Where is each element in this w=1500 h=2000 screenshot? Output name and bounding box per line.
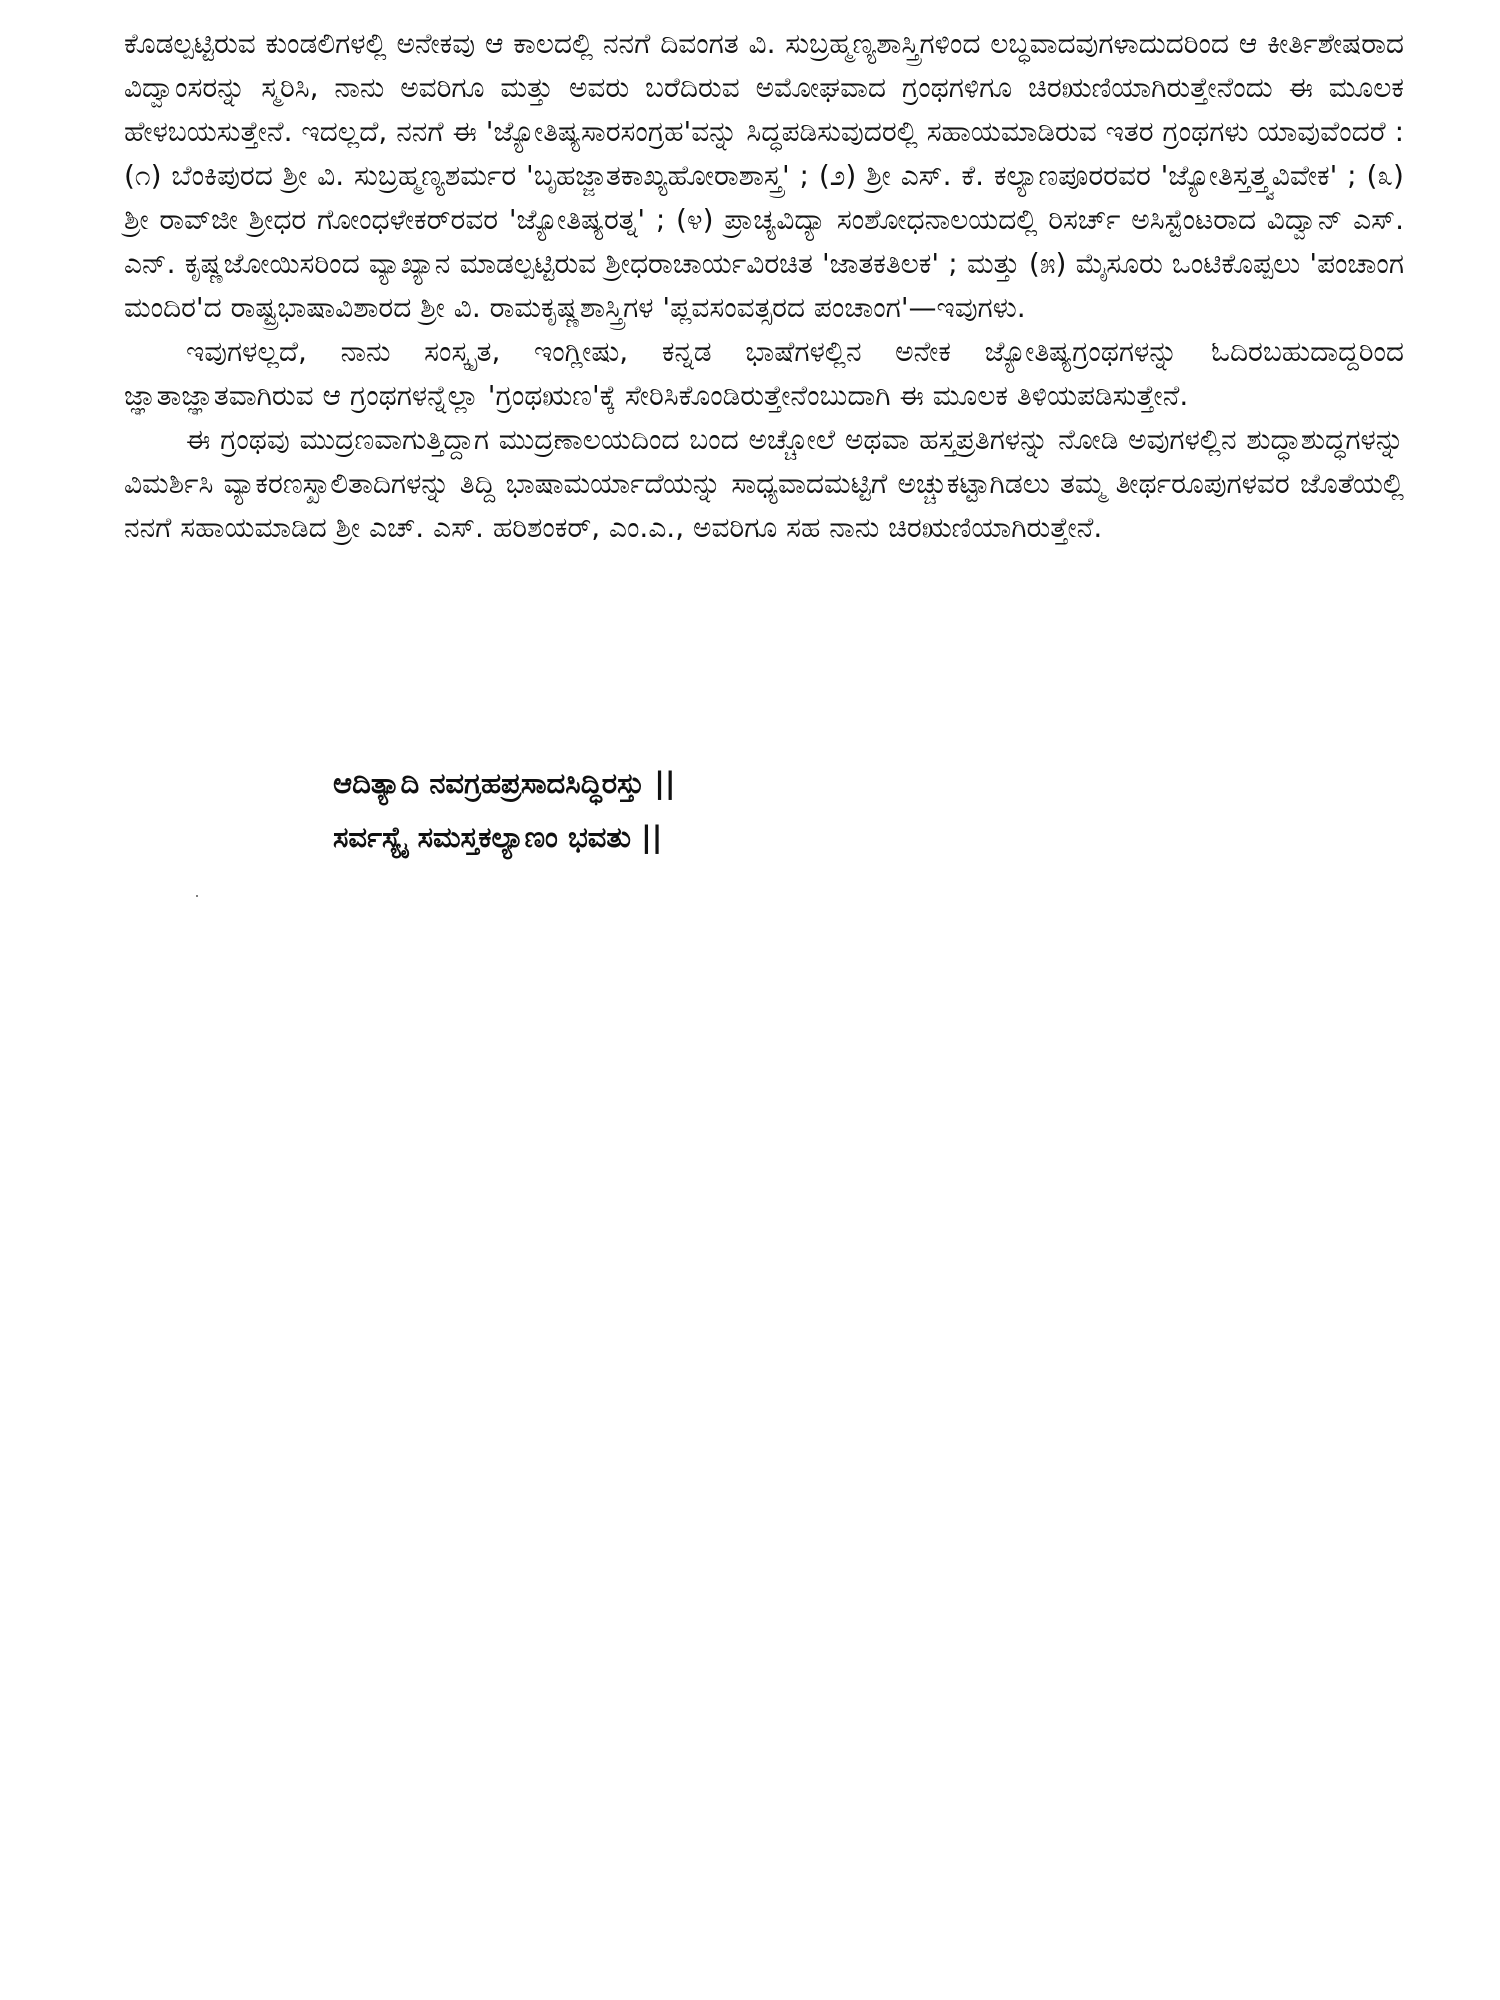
paragraph-other-books: ಇವುಗಳಲ್ಲದೆ, ನಾನು ಸಂಸ್ಕೃತ, ಇಂಗ್ಲೀಷು, ಕನ್ನಡ ಭಾಷೆಗಳಲ್ಲಿನ ಅನೇಕ ಜ್ಯೋತಿಷ್ಯಗ್ರಂಥಗಳನ್ನು ಓದಿರಬಹುದಾದ್ದರಿಂದ ಜ್ಞಾತಾಜ್ಞಾತವಾಗಿರುವ ಆ ಗ್ರಂಥಗಳನ್ನೆಲ್ಲಾ 'ಗ್ರಂಥಋಣ'ಕ್ಕೆ ಸೇರಿಸಿಕೊಂಡಿರುತ್ತೇನೆಂಬುದಾಗಿ ಈ ಮೂಲಕ ತಿಳಿಯಪಡಿಸುತ್ತೇನೆ.: [124, 335, 1404, 412]
paragraph-proofreading-thanks: ಈ ಗ್ರಂಥವು ಮುದ್ರಣವಾಗುತ್ತಿದ್ದಾಗ ಮುದ್ರಣಾಲಯದಿಂದ ಬಂದ ಅಚ್ಚೋಲೆ ಅಥವಾ ಹಸ್ತಪ್ರತಿಗಳನ್ನು ನೋಡಿ ಅವುಗಳಲ್ಲಿನ ಶುದ್ಧಾಶುದ್ಧಗಳನ್ನು ವಿಮರ್ಶಿಸಿ ವ್ಯಾಕರಣಸ್ಖಾಲಿತಾದಿಗಳನ್ನು ತಿದ್ದಿ ಭಾಷಾಮರ್ಯಾದೆಯನ್ನು ಸಾಧ್ಯವಾದಮಟ್ಟಿಗೆ ಅಚ್ಚುಕಟ್ಟಾಗಿಡಲು ತಮ್ಮ ತೀರ್ಥರೂಪುಗಳವರ ಜೊತೆಯಲ್ಲಿ ನನಗೆ ಸಹಾಯಮಾಡಿದ ಶ್ರೀ ಎಚ್. ಎಸ್. ಹರಿಶಂಕರ್, ಎಂ.ಎ., ಅವರಿಗೂ ಸಹ ನಾನು ಚಿರಋಣಿಯಾಗಿರುತ್ತೇನೆ.: [124, 423, 1404, 544]
scan-speck: [196, 895, 198, 897]
paragraph-acknowledgement-sources: ಕೊಡಲ್ಪಟ್ಟಿರುವ ಕುಂಡಲಿಗಳಲ್ಲಿ ಅನೇಕವು ಆ ಕಾಲದಲ್ಲಿ ನನಗೆ ದಿವಂಗತ ವಿ. ಸುಬ್ರಹ್ಮಣ್ಯಶಾಸ್ತ್ರಿಗಳಿಂದ ಲಬ್ಧವಾದವುಗಳಾದುದರಿಂದ ಆ ಕೀರ್ತಿಶೇಷರಾದ ವಿದ್ವಾಂಸರನ್ನು ಸ್ಮರಿಸಿ, ನಾನು ಅವರಿಗೂ ಮತ್ತು ಅವರು ಬರೆದಿರುವ ಅಮೋಘವಾದ ಗ್ರಂಥಗಳಿಗೂ ಚಿರಋಣಿಯಾಗಿರುತ್ತೇನೆಂದು ಈ ಮೂಲಕ ಹೇಳಬಯಸುತ್ತೇನೆ. ಇದಲ್ಲದೆ, ನನಗೆ ಈ 'ಜ್ಯೋತಿಷ್ಯಸಾರಸಂಗ್ರಹ'ವನ್ನು ಸಿದ್ಧಪಡಿಸುವುದರಲ್ಲಿ ಸಹಾಯಮಾಡಿರುವ ಇತರ ಗ್ರಂಥಗಳು ಯಾವುವೆಂದರೆ : (೧) ಬೆಂಕಿಪುರದ ಶ್ರೀ ವಿ. ಸುಬ್ರಹ್ಮಣ್ಯಶರ್ಮರ 'ಬೃಹಜ್ಜಾತಕಾಖ್ಯಹೋರಾಶಾಸ್ತ್ರ' ; (೨) ಶ್ರೀ ಎಸ್. ಕೆ. ಕಲ್ಯಾಣಪೂರರವರ 'ಜ್ಯೋತಿಸ್ತತ್ತ್ವವಿವೇಕ' ; (೩) ಶ್ರೀ ರಾವ್‌ಜೀ ಶ್ರೀಧರ ಗೋಂಧಳೇಕರ್‌ರವರ 'ಜ್ಯೋತಿಷ್ಯರತ್ನ' ; (೪) ಪ್ರಾಚ್ಯವಿದ್ಯಾ ಸಂಶೋಧನಾಲಯದಲ್ಲಿ ರಿಸರ್ಚ್ ಅಸಿಸ್ಟೆಂಟರಾದ ವಿದ್ವಾನ್ ಎಸ್. ಎನ್. ಕೃಷ್ಣಜೋಯಿಸರಿಂದ ವ್ಯಾಖ್ಯಾನ ಮಾಡಲ್ಪಟ್ಟಿರುವ ಶ್ರೀಧರಾಚಾರ್ಯವಿರಚಿತ 'ಜಾತಕತಿಲಕ' ; ಮತ್ತು (೫) ಮೈಸೂರು ಒಂಟಿಕೊಪ್ಪಲು 'ಪಂಚಾಂಗ ಮಂದಿರ'ದ ರಾಷ್ಟ್ರಭಾಷಾವಿಶಾರದ ಶ್ರೀ ವಿ. ರಾಮಕೃಷ್ಣಶಾಸ್ತ್ರಿಗಳ 'ಪ್ಲವಸಂವತ್ಸರದ ಪಂಚಾಂಗ'—ಇವುಗಳು.: [124, 27, 1404, 324]
verse-line-kalyanam: ಸರ್ವಸ್ಯೈ ಸಮಸ್ತಕಲ್ಯಾಣಂ ಭವತು ||: [333, 820, 663, 854]
benediction-verses: [333, 756, 1233, 864]
verse-line-navagraha: ಆದಿತ್ಯಾದಿ ನವಗ್ರಹಪ್ರಸಾದಸಿದ್ಧಿರಸ್ತು ||: [333, 766, 676, 800]
body-text: [124, 22, 1404, 550]
